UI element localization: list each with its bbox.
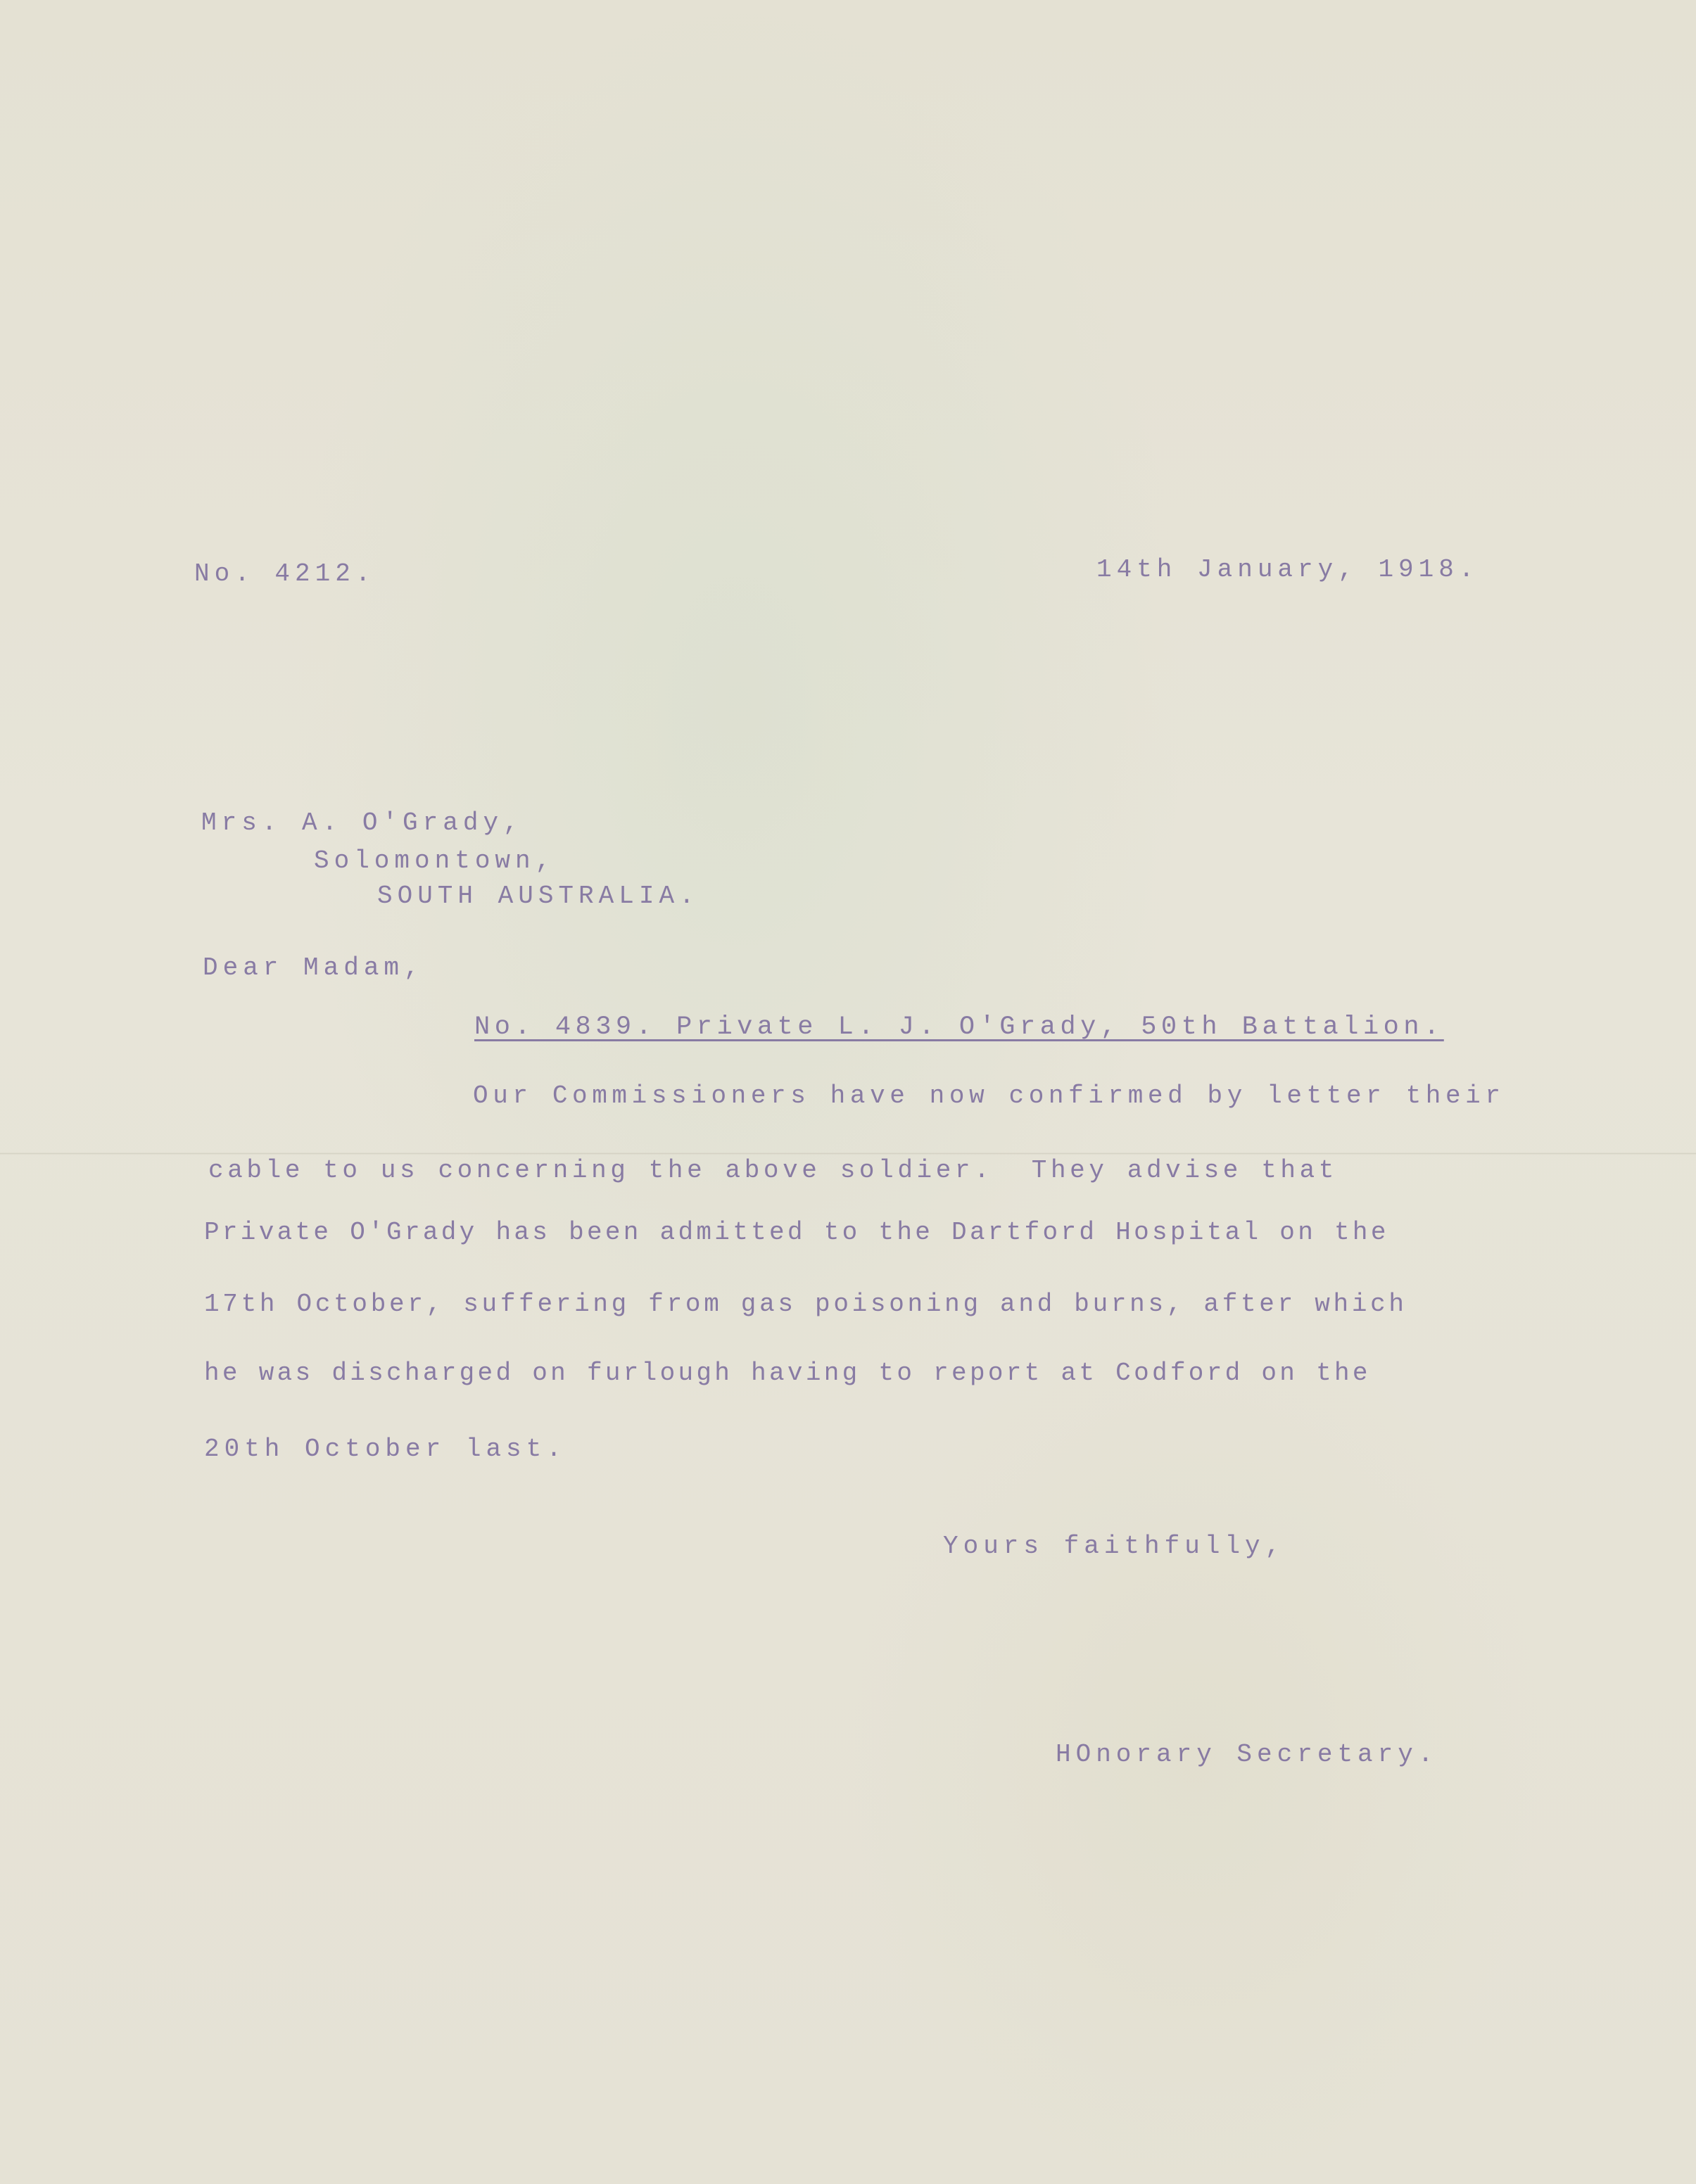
recipient-state: SOUTH AUSTRALIA. <box>377 882 700 910</box>
closing: Yours faithfully, <box>943 1532 1286 1561</box>
body-line-5: he was discharged on furlough having to report at Codford on the <box>204 1359 1371 1388</box>
body-line-2: cable to us concerning the above soldier. They advise that <box>208 1156 1339 1185</box>
body-line-6: 20th October last. <box>204 1435 567 1464</box>
recipient-name: Mrs. A. O'Grady, <box>201 808 524 837</box>
body-line-3: Private O'Grady has been admitted to the Dartford Hospital on the <box>204 1218 1389 1247</box>
recipient-town: Solomontown, <box>314 846 556 875</box>
subject-line: No. 4839. Private L. J. O'Grady, 50th Battalion. <box>474 1012 1444 1042</box>
body-line-1: Our Commissioners have now confirmed by letter their <box>473 1081 1505 1110</box>
paper-fold-line <box>0 1153 1696 1155</box>
signatory-title: HOnorary Secretary. <box>1056 1740 1438 1769</box>
letter-date: 14th January, 1918. <box>1096 555 1479 584</box>
reference-number: No. 4212. <box>194 559 376 588</box>
salutation: Dear Madam, <box>203 953 424 982</box>
body-line-4: 17th October, suffering from gas poisoning and burns, after which <box>204 1290 1407 1319</box>
